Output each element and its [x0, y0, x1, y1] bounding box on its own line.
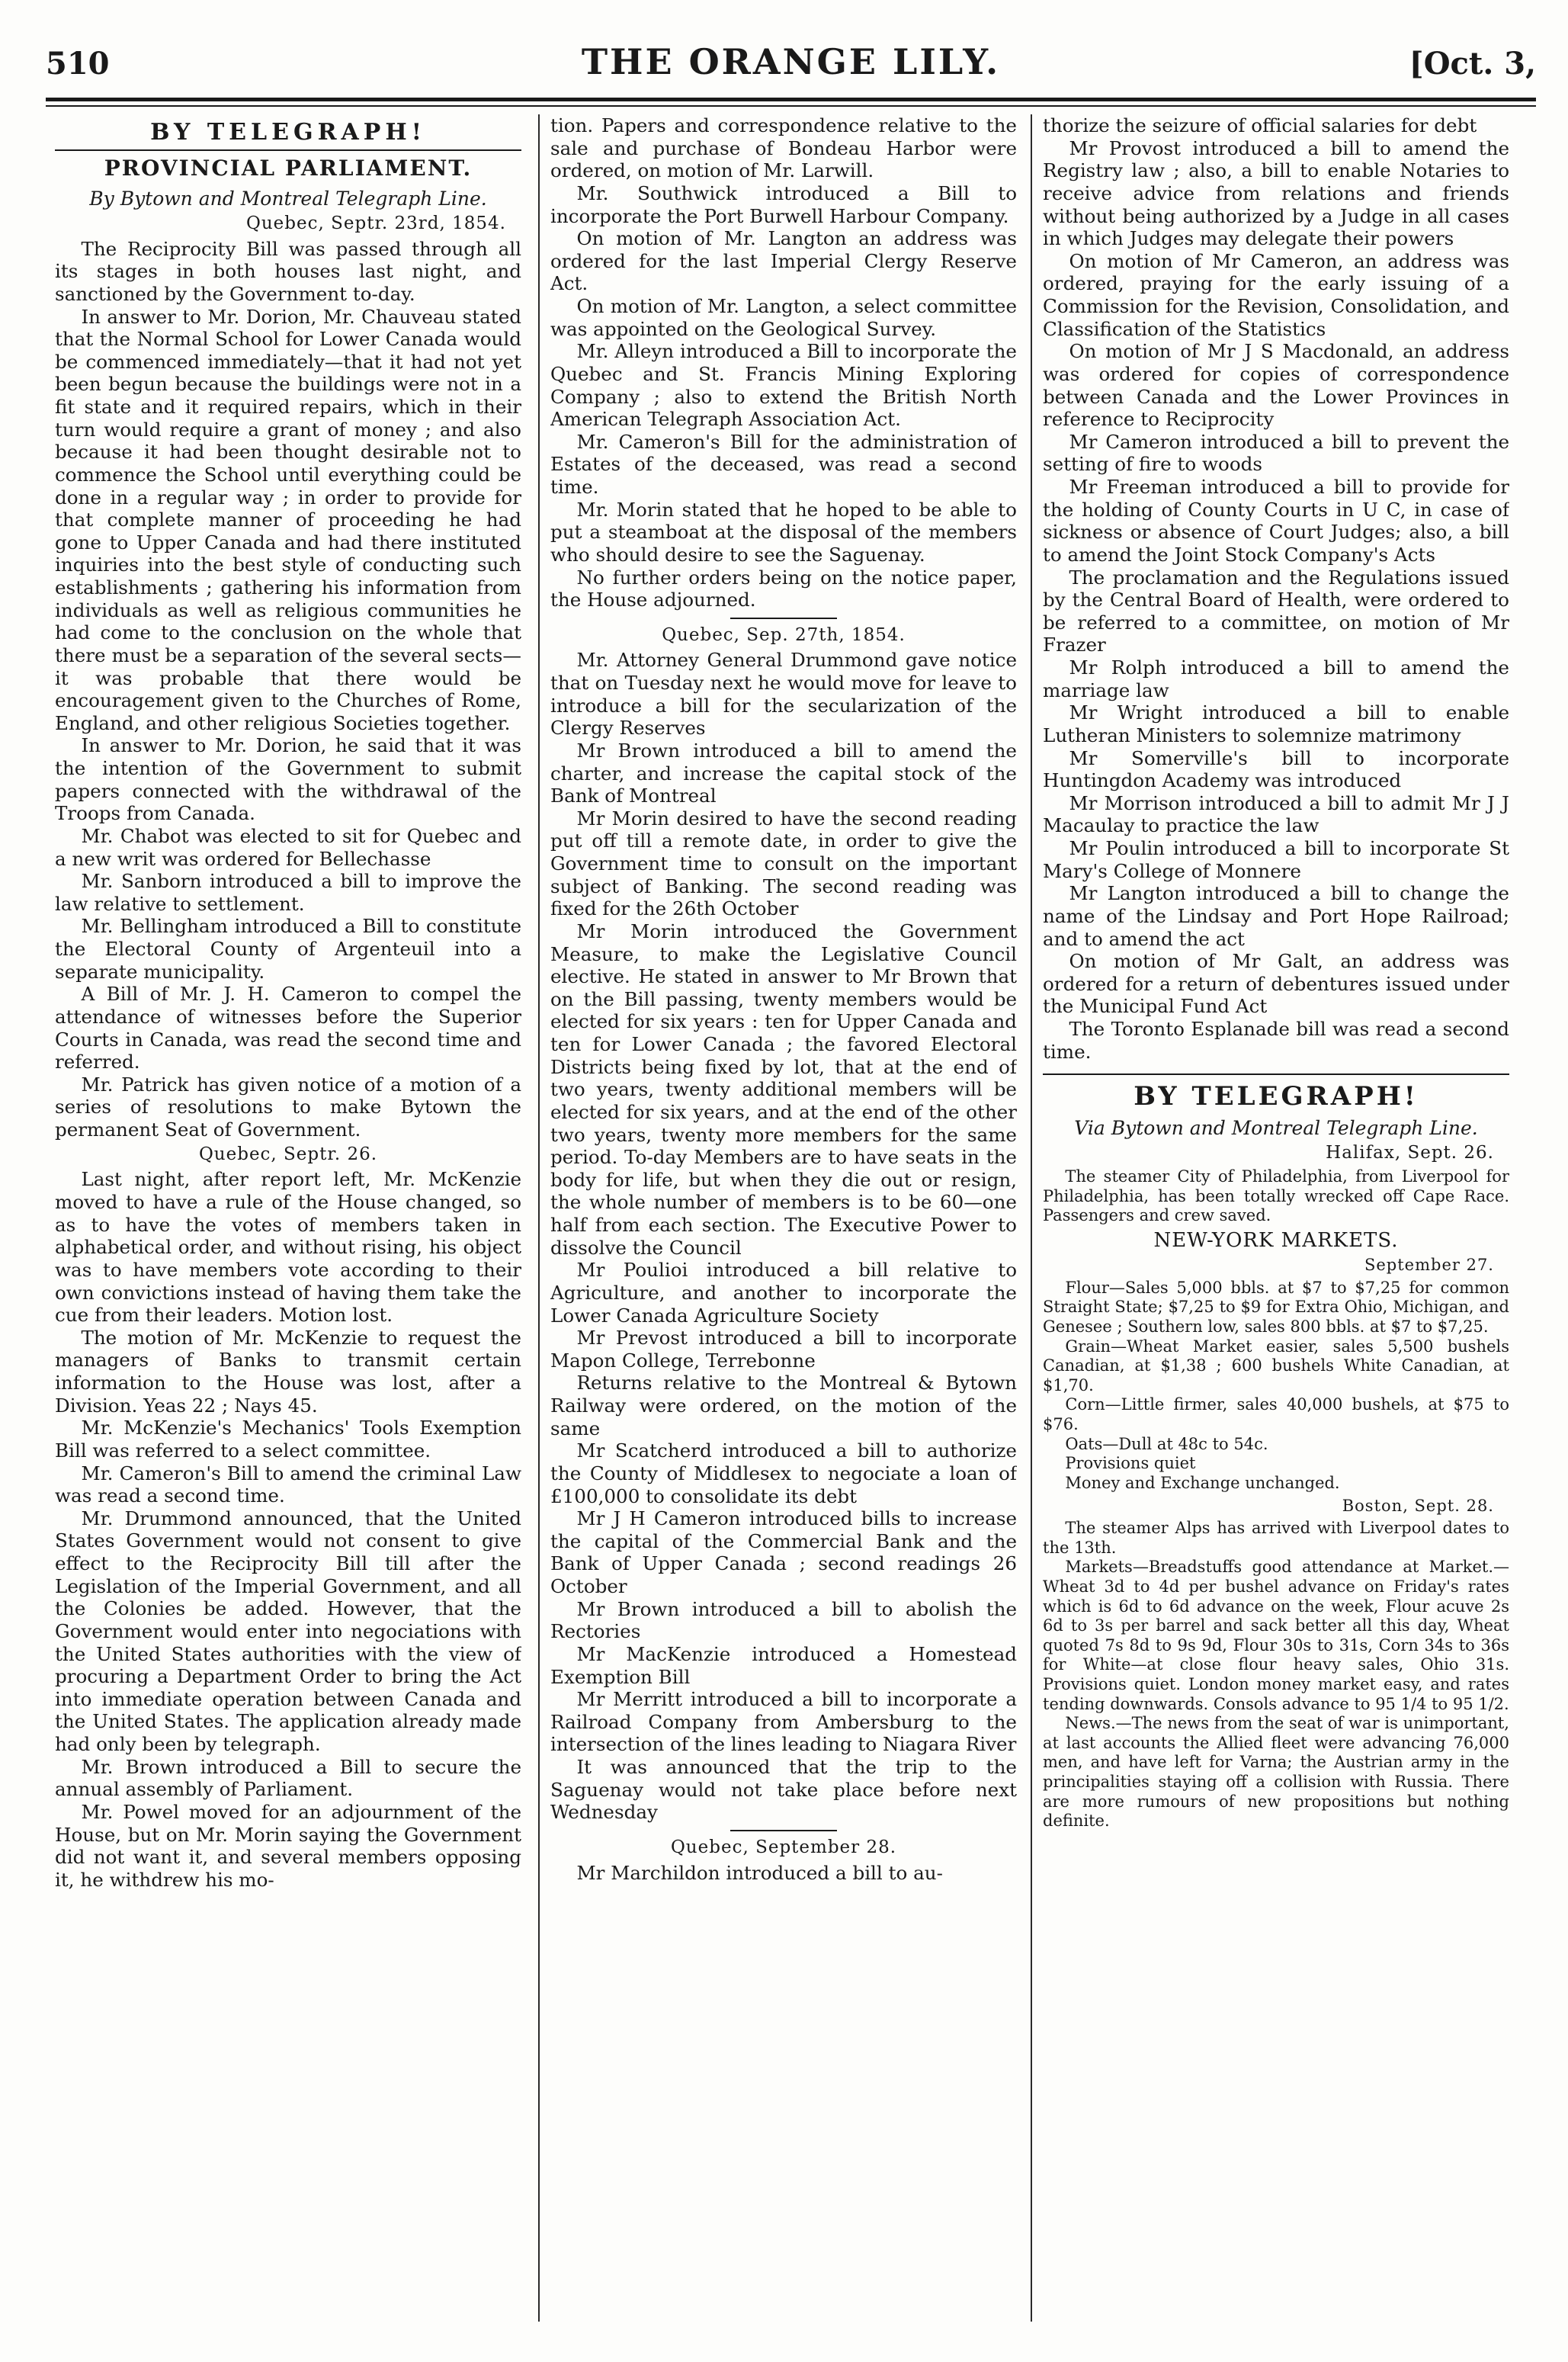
dateline: September 27. — [1364, 1256, 1494, 1275]
dateline: Quebec, Septr. 23rd, 1854. — [246, 213, 506, 233]
article-paragraph: Mr Poulin introduced a bill to incorporate St Mary's College of Monnere — [1043, 837, 1509, 882]
byline: By Bytown and Montreal Telegraph Line. — [89, 187, 487, 210]
market-report-line: Provisions quiet — [1065, 1454, 1196, 1473]
article-paragraph: Mr. Sanborn introduced a bill to improve the law relative to settlement. — [55, 870, 521, 915]
article-paragraph: Mr. Brown introduced a Bill to secure the annual assembly of Parliament. — [55, 1755, 521, 1801]
article-paragraph: Mr. Attorney General Drummond gave notice that on Tuesday next he would move for leave to introduce a bill for the secularization of the Clergy Reserves — [550, 649, 1017, 740]
article-paragraph: Mr. Morin stated that he hoped to be able to put a steamboat at the disposal of the members who should desire to see the Saguenay. — [550, 498, 1017, 566]
article-paragraph: Mr Prevost introduced a bill to incorporate Mapon College, Terrebonne — [550, 1327, 1017, 1372]
article-paragraph: Mr Provost introduced a bill to amend the Registry law ; also, a bill to enable Notaries to receive advice from relations and friends without being authorized by a Judge in all cases in which Judges may delegate their powers — [1043, 136, 1509, 250]
article-paragraph: Mr. Bellingham introduced a Bill to constitute the Electoral County of Argenteuil into a separate municipality. — [55, 915, 521, 983]
article-paragraph: Mr. Powel moved for an adjournment of the House, but on Mr. Morin saying the Government did not want it, and several members opposing it, he withdrew his mo- — [55, 1800, 521, 1891]
article-paragraph: It was announced that the trip to the Saguenay would not take place before next Wednesday — [550, 1756, 1017, 1824]
column-2 — [550, 114, 1017, 2325]
section-heading-telegraph: BY TELEGRAPH! — [150, 119, 426, 146]
column-divider — [1031, 114, 1032, 2322]
masthead-rule-thin — [46, 105, 1536, 107]
article-paragraph: Mr Freeman introduced a bill to provide for the holding of County Courts in U C, in case of sickness or absence of Court Judges; also, a bill to amend the Joint Stock Company's Acts — [1043, 476, 1509, 566]
section-rule — [730, 618, 837, 619]
article-paragraph: On motion of Mr. Langton an address was ordered for the last Imperial Clergy Reserve Act. — [550, 227, 1017, 295]
article-paragraph: Mr. Cameron's Bill for the administration of Estates of the deceased, was read a second time. — [550, 430, 1017, 498]
article-paragraph: The steamer Alps has arrived with Liverpool dates to the 13th. — [1043, 1519, 1509, 1557]
article-paragraph: Mr Brown introduced a bill to amend the charter, and increase the capital stock of the Bank of Montreal — [550, 739, 1017, 807]
column-divider — [538, 114, 540, 2322]
article-paragraph: On motion of Mr Cameron, an address was ordered, praying for the early issuing of a Commission for the Revision, Consolidation, and Classification of the Statistics — [1043, 249, 1509, 340]
article-paragraph: Mr. Chabot was elected to sit for Quebec and a new writ was ordered for Bellechasse — [55, 824, 521, 870]
section-heading-markets: NEW-YORK MARKETS. — [1153, 1228, 1399, 1252]
article-paragraph: The Toronto Esplanade bill was read a second time. — [1043, 1018, 1509, 1063]
article-paragraph: In answer to Mr. Dorion, Mr. Chauveau stated that the Normal School for Lower Canada would be commenced immediately—that it had not yet been begun because the buildings were not in a fit state and it required repairs, which in their turn would require a grant of money ; and also because it had been thought desirable not to commence the School until everything could be done in a regular way ; in order to provide for that complete manner of proceeding he had gone to Upper Canada and had there instituted inquiries into the best style of conducting such establishments ; gathering his information from individuals as well as religious communities he had come to the conclusion on the whole that there must be a separation of the several sects—it was probable that there would be encouragement given to the Churches of Rome, England, and other religious Societies together. — [55, 305, 521, 734]
section-rule — [730, 1830, 837, 1831]
article-paragraph: On motion of Mr. Langton, a select committee was appointed on the Geological Survey. — [550, 295, 1017, 340]
article-paragraph: Mr. Alleyn introduced a Bill to incorporate the Quebec and St. Francis Mining Exploring Company ; also to extend the British North American Telegraph Association Act. — [550, 340, 1017, 431]
market-report-line: Money and Exchange unchanged. — [1065, 1473, 1340, 1492]
article-paragraph: Mr Rolph introduced a bill to amend the marriage law — [1043, 656, 1509, 701]
dateline: Quebec, September 28. — [670, 1837, 897, 1857]
article-paragraph: Mr Cameron introduced a bill to prevent the setting of fire to woods — [1043, 430, 1509, 476]
article-paragraph: The steamer City of Philadelphia, from Liverpool for Philadelphia, has been totally wrecked off Cape Race. Passengers and crew saved. — [1043, 1167, 1509, 1225]
byline: Via Bytown and Montreal Telegraph Line. — [1074, 1117, 1478, 1140]
article-paragraph: Mr Morin introduced the Government Measure, to make the Legislative Council elective. He stated in answer to Mr Brown that on the Bill passing, twenty members would be elected for six years : ten for Upper Canada and ten for Lower Canada ; the favored Electoral Districts being fixed by lot, that at the end of two years, twenty additional members will be elected for six years, and at the end of the other two years, twenty more members for the same period. To-day Members are to have seats in the body for life, but when they die out or resign, the whole number of members is to be 60—one half from each section. The Executive Power to dissolve the Council — [550, 919, 1017, 1259]
section-heading-parliament: PROVINCIAL PARLIAMENT. — [55, 149, 521, 181]
article-paragraph: In answer to Mr. Dorion, he said that it was the intention of the Government to submit papers connected with the withdrawal of the Troops from Canada. — [55, 734, 521, 825]
article-paragraph: The Reciprocity Bill was passed through all its stages in both houses last night, and sanctioned by the Government to-day. — [55, 237, 521, 305]
article-paragraph: On motion of Mr J S Macdonald, an address was ordered for copies of correspondence between Canada and the Lower Provinces in reference to Reciprocity — [1043, 340, 1509, 431]
article-paragraph: The proclamation and the Regulations issued by the Central Board of Health, were ordered to be referred to a committee, on motion of Mr Frazer — [1043, 566, 1509, 656]
article-paragraph: Last night, after report left, Mr. McKenzie moved to have a rule of the House changed, so as to have the votes of members taken in alphabetical order, and without rising, his object was to have members vote according to their own convictions instead of having them take the cue from their leaders. Motion lost. — [55, 1168, 521, 1327]
market-report-line: Markets—Breadstuffs good attendance at Market.—Wheat 3d to 4d per bushel advance on Friday's rates which is 6d to 6d advance on the week, Flour acuve 2s 6d to 3s per barrel and sack better all this day, Wheat quoted 7s 8d to 9s 9d, Flour 30s to 31s, Corn 34s to 36s for White—at close flour heavy sales, Ohio 31s. Provisions quiet. London money market easy, and rates tending downwards. Consols advance to 95 1/4 to 95 1/2. — [1043, 1558, 1509, 1713]
article-paragraph: Mr MacKenzie introduced a Homestead Exemption Bill — [550, 1642, 1017, 1688]
newspaper-title: THE ORANGE LILY. — [581, 41, 1001, 82]
column-3 — [1043, 114, 1509, 2325]
article-paragraph: Mr Morin desired to have the second reading put off till a remote date, in order to give the Government time to consult on the important subject of Banking. The second reading was fixed for the 26th October — [550, 807, 1017, 920]
article-paragraph: thorize the seizure of official salaries for debt — [1043, 114, 1477, 136]
article-paragraph: Mr Brown introduced a bill to abolish the Rectories — [550, 1597, 1017, 1643]
issue-date: [Oct. 3, — [1409, 46, 1536, 82]
market-report-line: Oats—Dull at 48c to 54c. — [1065, 1434, 1268, 1453]
page-number: 510 — [46, 46, 110, 82]
article-paragraph: Mr Poulioi introduced a bill relative to Agriculture, and another to incorporate the Lower Canada Agriculture Society — [550, 1259, 1017, 1327]
column-1 — [55, 114, 521, 2325]
dateline: Halifax, Sept. 26. — [1326, 1143, 1494, 1163]
article-paragraph: Mr. Southwick introduced a Bill to incorporate the Port Burwell Harbour Company. — [550, 181, 1017, 227]
article-paragraph: Mr. Cameron's Bill to amend the criminal Law was read a second time. — [55, 1462, 521, 1507]
article-paragraph: On motion of Mr Galt, an address was ordered for a return of debentures issued under the Municipal Fund Act — [1043, 950, 1509, 1018]
article-paragraph: Mr Wright introduced a bill to enable Lutheran Ministers to solemnize matrimony — [1043, 701, 1509, 746]
article-paragraph: The motion of Mr. McKenzie to request the managers of Banks to transmit certain information to the House was lost, after a Division. Yeas 22 ; Nays 45. — [55, 1326, 521, 1417]
article-paragraph: Mr. Patrick has given notice of a motion of a series of resolutions to make Bytown the permanent Seat of Government. — [55, 1073, 521, 1141]
market-report-line: Corn—Little firmer, sales 40,000 bushels, at $75 to $76. — [1043, 1395, 1509, 1434]
article-paragraph: A Bill of Mr. J. H. Cameron to compel the attendance of witnesses before the Superior Courts in Canada, was read the second time and referred. — [55, 983, 521, 1073]
article-paragraph: Mr Scatcherd introduced a bill to authorize the County of Middlesex to negociate a loan of £100,000 to consolidate its debt — [550, 1439, 1017, 1507]
section-heading-telegraph: BY TELEGRAPH! — [1043, 1073, 1509, 1112]
masthead-rule-thick — [46, 98, 1536, 101]
article-paragraph: Mr J H Cameron introduced bills to increase the capital of the Commercial Bank and the Bank of Upper Canada ; second readings 26 October — [550, 1507, 1017, 1598]
article-paragraph: Mr. McKenzie's Mechanics' Tools Exemption Bill was referred to a select committee. — [55, 1417, 521, 1462]
dateline: Quebec, Septr. 26. — [198, 1144, 378, 1164]
market-report-line: Grain—Wheat Market easier, sales 5,500 bushels Canadian, at $1,38 ; 600 bushels White Canadian, at $1,70. — [1043, 1337, 1509, 1394]
masthead — [46, 41, 1536, 95]
dateline: Quebec, Sep. 27th, 1854. — [662, 624, 906, 645]
market-report-line: Flour—Sales 5,000 bbls. at $7 to $7,25 for common Straight State; $7,25 to $9 for Extra Ohio, Michigan, and Genesee ; Southern low, sales 800 bbls. at $7 to $7,25. — [1043, 1278, 1509, 1337]
article-paragraph: Returns relative to the Montreal & Bytown Railway were ordered, on the motion of the same — [550, 1372, 1017, 1439]
article-paragraph: tion. Papers and correspondence relative to the sale and purchase of Bondeau Harbor were ordered, on motion of Mr. Larwill. — [550, 114, 1017, 182]
article-paragraph: Mr. Drummond announced, that the United States Government would not consent to give effect to the Reciprocity Bill till after the Legislation of the Imperial Government, and all the Colonies be added. However, that the Government would enter into negociations with the United States authorities with the view of procuring a Department Order to bring the Act into immediate operation between Canada and the United States. The application already made had only been by telegraph. — [55, 1507, 521, 1756]
market-report-line: News.—The news from the seat of war is unimportant, at last accounts the Allied fleet were advancing 76,000 men, and have left for Varna; the Austrian army in the principalities staying off a collision with Russia. There are more rumours of new propositions but nothing definite. — [1043, 1714, 1509, 1831]
article-paragraph: Mr Merritt introduced a bill to incorporate a Railroad Company from Ambersburg to the intersection of the lines leading to Niagara River — [550, 1688, 1017, 1756]
dateline: Boston, Sept. 28. — [1342, 1496, 1494, 1515]
article-paragraph: Mr Marchildon introduced a bill to au- — [576, 1861, 943, 1884]
article-paragraph: No further orders being on the notice paper, the House adjourned. — [550, 566, 1017, 611]
article-paragraph: Mr Langton introduced a bill to change the name of the Lindsay and Port Hope Railroad; and to amend the act — [1043, 882, 1509, 950]
article-paragraph: Mr Morrison introduced a bill to admit Mr J J Macaulay to practice the law — [1043, 791, 1509, 837]
article-paragraph: Mr Somerville's bill to incorporate Huntingdon Academy was introduced — [1043, 746, 1509, 792]
